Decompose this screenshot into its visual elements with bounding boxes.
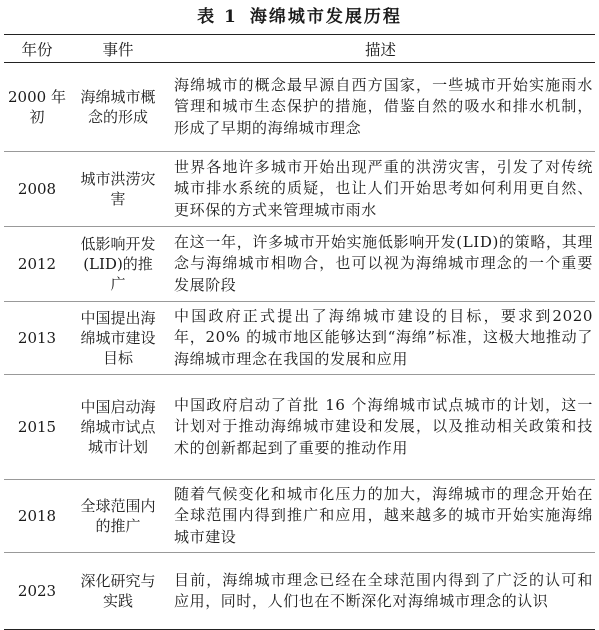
row-year: 2008 [4, 152, 70, 227]
row-year: 2013 [4, 302, 70, 375]
history-table [4, 34, 595, 630]
row-year: 2023 [17, 582, 57, 600]
table-row [4, 553, 595, 630]
header-description: 描述 [166, 35, 595, 63]
row-event: 全球范围内的推广 [70, 480, 166, 553]
row-event: 城市洪涝灾害 [70, 152, 166, 227]
table-row [4, 227, 595, 302]
table-row [4, 375, 595, 480]
header-event: 事件 [70, 35, 166, 63]
table-number: 表 1 [197, 7, 238, 27]
row-description: 在这一年，许多城市开始实施低影响开发(LID)的策略，其理念与海绵城市相吻合，也可以视为海绵城市理念的一个重要发展阶段 [166, 227, 595, 302]
row-description: 中国政府启动了首批 16 个海绵城市试点城市的计划，这一计划对于推动海绵城市建设和发展，以及推动相关政策和技术的创新都起到了重要的推动作用 [166, 375, 595, 480]
row-year: 2015 [4, 375, 70, 480]
row-event: 海绵城市概念的形成 [70, 63, 166, 152]
table-title: 海绵城市发展历程 [249, 7, 402, 27]
header-year: 年份 [4, 35, 70, 63]
row-year: 2000 年初 [4, 63, 70, 152]
row-event: 中国启动海绵城市试点城市计划 [70, 375, 166, 480]
row-year: 2012 [4, 227, 70, 302]
row-description: 海绵城市的概念最早源自西方国家，一些城市开始实施雨水管理和城市生态保护的措施，借鉴自然的吸水和排水机制，形成了早期的海绵城市理念 [166, 63, 595, 152]
row-description: 随着气候变化和城市化压力的加大，海绵城市的理念开始在全球范围内得到推广和应用，越来越多的城市开始实施海绵城市建设 [166, 480, 595, 553]
table-row [4, 152, 595, 227]
table-row [4, 63, 595, 152]
row-event: 低影响开发(LID)的推广 [70, 227, 166, 302]
table-row [4, 480, 595, 553]
row-event: 深化研究与实践 [80, 572, 156, 610]
row-event: 中国提出海绵城市建设目标 [70, 302, 166, 375]
row-year: 2018 [4, 480, 70, 553]
table-row [4, 302, 595, 375]
row-description: 目前，海绵城市理念已经在全球范围内得到了广泛的认可和应用，同时，人们也在不断深化对海绵城市理念的认识 [174, 570, 593, 610]
table-caption [4, 0, 595, 34]
table-header-row [4, 35, 595, 63]
row-description: 世界各地许多城市开始出现严重的洪涝灾害，引发了对传统城市排水系统的质疑，也让人们开始思考如何利用更自然、更环保的方式来管理城市雨水 [166, 152, 595, 227]
row-description: 中国政府正式提出了海绵城市建设的目标，要求到2020 年，20% 的城市地区能够达到“海绵”标准，这极大地推动了海绵城市理念在我国的发展和应用 [166, 302, 595, 375]
